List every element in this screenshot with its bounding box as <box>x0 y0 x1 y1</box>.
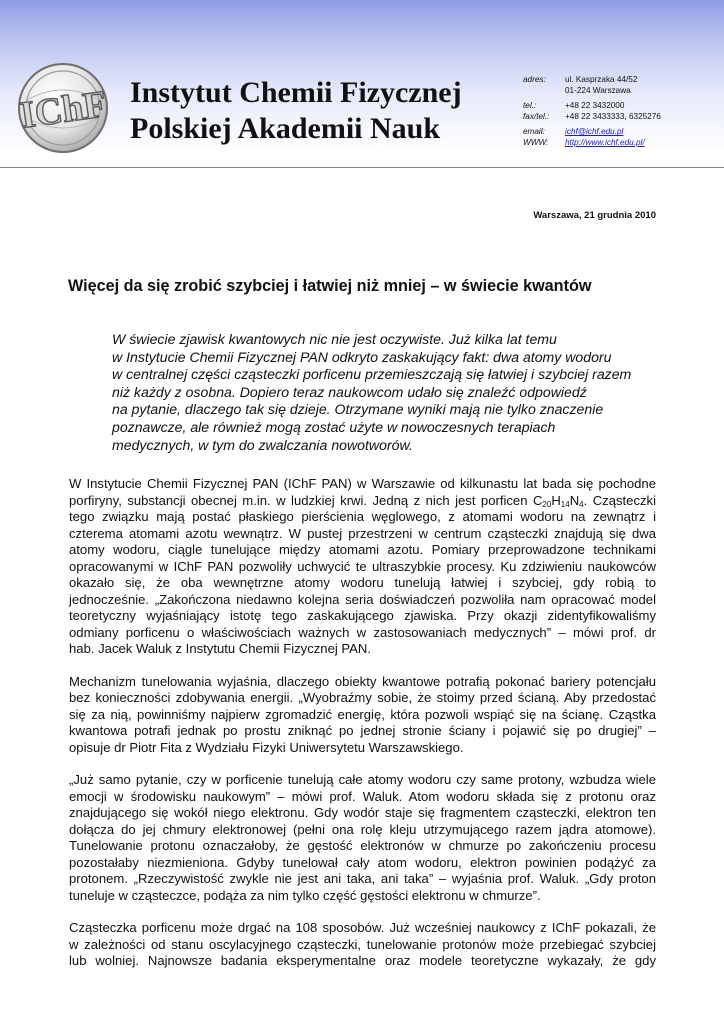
body-line: odmiany porficenu o właściwościach ważnych w zastosowaniach medycznych” – mówi prof. dr <box>69 624 656 640</box>
body-line: Mechanizm tunelowania wyjaśnia, dlaczego obiekty kwantowe potrafią pokonać bariery potencjału <box>69 673 656 689</box>
press-release-date: Warszawa, 21 grudnia 2010 <box>533 210 656 221</box>
body-line: tuneluje w cząsteczce, podąża za nim tylko część gęstości elektronu w chmurze”. <box>69 887 541 903</box>
body-line: „Już samo pytanie, czy w porficenie tunelują całe atomy wodoru czy same protony, wzbudza wiele <box>69 772 656 787</box>
website-link[interactable]: http://www.ichf.edu.pl/ <box>565 137 645 147</box>
body-line: W Instytucie Chemii Fizycznej PAN (IChF PAN) w Warszawie od kilkunastu lat bada się pochodne <box>69 476 656 491</box>
body-line: lub wolniej. Najnowsze badania eksperymentalne oraz modele teoretyczne wykazały, że gdy <box>69 953 656 968</box>
body-line: tego związku mają postać płaskiego pierścienia węglowego, z atomami wodoru na zewnątrz i <box>69 509 656 524</box>
email-label: email: <box>523 127 545 137</box>
paragraph-2 <box>69 674 656 757</box>
contact-block <box>523 75 661 149</box>
fax-value: +48 22 3433333, 6325276 <box>565 111 661 121</box>
lead-line: poznawcze, ale również mogą zostać użyte w nowoczesnych terapiach <box>112 418 556 435</box>
body-line: w zależności od stanu oscylacyjnego cząsteczki, tunelowanie protonów może przebiegać szybciej <box>69 936 656 952</box>
body-line: protonem. „Rzeczywistość zwykle nie jest ani taka, ani taka” – wyjaśnia prof. Waluk. „Gdy proton <box>69 871 656 886</box>
body-line: jednocześnie. „Zakończona niedawno kolejna seria doświadczeń pozwoliła nam opracować model <box>69 591 656 607</box>
lead-line: W świecie zjawisk kwantowych nic nie jest oczywiste. Już kilka lat temu <box>112 331 557 347</box>
body-line: emocji w środowisku naukowym” – mówi prof. Waluk. Atom wodoru składa się z protonu oraz <box>69 788 656 804</box>
www-label: WWW: <box>523 137 549 147</box>
body-line: znajdującego się wokół niego elektronu. Gdy wodór staje się fragmentem cząsteczki, elektron ten <box>69 805 656 820</box>
paragraph-3 <box>69 772 656 904</box>
body-line: bez konieczności zdobywania energii. „Wyobraźmy sobie, że stoimy przed ścianą. Aby przedostać <box>69 690 656 705</box>
institute-name-line1: Instytut Chemii Fizycznej <box>130 76 462 109</box>
body-line: atomy wodoru, ciągle tunelujące między atomami azotu. Pomiary przeprowadzone technikami <box>69 542 656 557</box>
lead-paragraph <box>112 331 657 454</box>
press-release-title: Więcej da się zrobić szybciej i łatwiej niż mniej – w świecie kwantów <box>68 277 592 295</box>
header-divider <box>0 167 724 168</box>
logo-lettering: IChF <box>17 83 110 137</box>
lead-line: na pytanie, dlaczego tak się dzieje. Otrzymane wyniki mają nie tylko znaczenie <box>112 401 604 418</box>
body-line: okazało się, że oba wewnętrzne atomy wodoru tunelują łatwiej i szybciej, gdy robią to <box>69 575 656 590</box>
body-line: teoretyczny wyjaśniający istotę tego zaskakującego zjawiska. Przy okazji zidentyfikowaliśmy <box>69 608 656 623</box>
institute-name-line2: Polskiej Akademii Nauk <box>130 112 441 145</box>
body-line: pozostałaby niezmieniona. Gdyby tunelował cały atom wodoru, elektron powinien podążyć za <box>69 854 656 870</box>
body-line: czterema atomami azotu wewnątrz. W pustej przestrzeni w centrum cząsteczki znajdują się dwa <box>69 525 656 541</box>
institute-name <box>130 75 462 147</box>
body-line: się za nią, powinniśmy najpierw zgromadzić energię, która pozwoli wspiąć się na ścianę. Cząstka <box>69 706 656 722</box>
email-link[interactable]: ichf@ichf.edu.pl <box>565 127 624 137</box>
tel-value: +48 22 3432000 <box>565 101 625 111</box>
body-line: opisuje dr Piotr Fita z Wydziału Fizyki Uniwersytetu Warszawskiego. <box>69 739 464 755</box>
address-label: adres: <box>523 75 546 84</box>
lead-line: w Instytucie Chemii Fizycznej PAN odkryto zaskakujący fakt: dwa atomy wodoru <box>112 348 612 365</box>
address-line2: 01-224 Warszawa <box>565 85 631 95</box>
body-line: Tunelowanie protonu oznaczałoby, że gęstość elektronów w chmurze po zakończeniu procesu <box>69 838 656 853</box>
paragraph-1 <box>69 476 656 658</box>
body-line-with-formula: porfiryny, substancji obecnej m.in. w ludzkiej krwi. Jedną z nich jest porficen $C_{20}H_{14}N_4$. Cząsteczki <box>69 492 656 509</box>
paragraph-4 <box>69 920 656 970</box>
article-body <box>69 476 656 986</box>
address-line1: ul. Kasprzaka 44/52 <box>565 75 638 84</box>
body-line: opracowanymi w IChF PAN pozwoliły uchwycić te ultraszybkie procesy. Ku zdziwieniu naukowców <box>69 558 656 574</box>
body-line: kwantowa potrafi jednak po prostu zniknąć po jednej stronie ściany i pojawić się po drugiej” – <box>69 723 656 738</box>
lead-line: medycznych, w tym do zwalczania nowotworów. <box>112 436 413 453</box>
body-line: dołącza do jej chmury elektronowej (pełni ona rolę kleju utrzymującego razem jądra atomowe). <box>69 821 656 837</box>
lead-line: niż każdy z osobna. Dopiero teraz naukowcom udało się znaleźć odpowiedź <box>112 383 587 400</box>
body-line: hab. Jacek Waluk z Instytutu Chemii Fizycznej PAN. <box>69 641 371 656</box>
ichf-logo <box>13 60 113 156</box>
body-line: Cząsteczka porficenu może drgać na 108 sposobów. Już wcześniej naukowcy z IChF pokazali, że <box>69 920 656 935</box>
lead-line: w centralnej części cząsteczki porficenu przemieszczają się łatwiej i szybciej razem <box>112 366 632 383</box>
fax-label: fax/tel.: <box>523 111 550 121</box>
tel-label: tel.: <box>523 101 537 111</box>
